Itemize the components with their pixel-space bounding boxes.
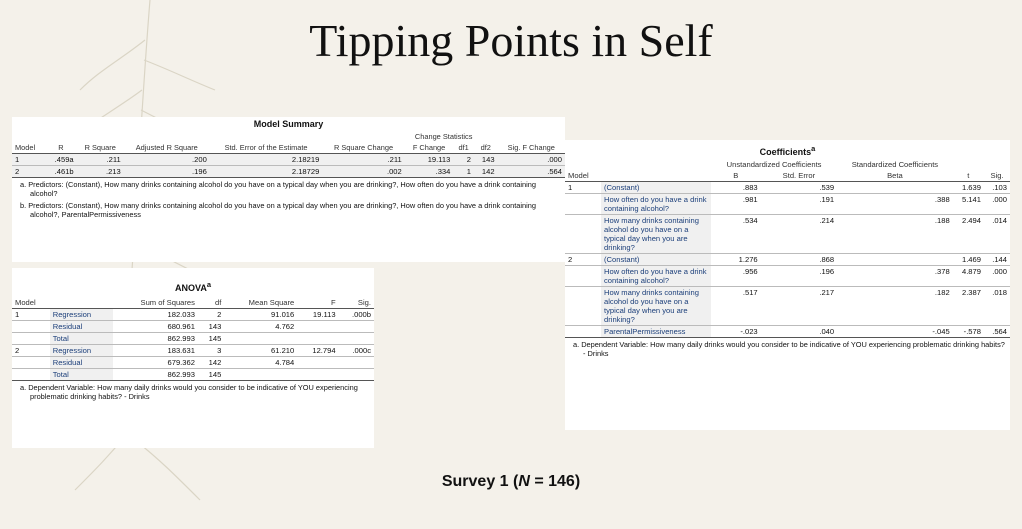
- column-header: Std. Error of the Estimate: [224, 143, 308, 152]
- coefficients-caption: [565, 140, 1010, 159]
- footnote: b. Predictors: (Constant), How many drinks containing alcohol do you have on a typical day when you are drinking?, How often do you have a drink containing alcohol?, ParentalPermissiveness: [20, 200, 536, 219]
- column-header: [601, 170, 711, 182]
- column-header: Model: [568, 171, 589, 180]
- table-cell: .103: [984, 182, 1010, 194]
- table-cell: 145: [198, 333, 224, 345]
- table-cell: 1: [453, 166, 474, 178]
- table-cell: 862.993: [113, 333, 198, 345]
- table-cell: 142: [474, 166, 498, 178]
- table-cell: .517: [711, 287, 761, 326]
- table-cell: [12, 357, 50, 369]
- table-cell: .182: [837, 287, 953, 326]
- column-header: Sig.: [990, 171, 1004, 180]
- table-row: [565, 287, 1010, 326]
- table-row: [12, 309, 374, 321]
- table-row: [565, 326, 1010, 338]
- table-cell: 143: [474, 154, 498, 166]
- table-cell: [224, 333, 297, 345]
- column-header: t: [967, 171, 970, 180]
- table-cell: .564: [498, 166, 565, 178]
- table-cell: .388: [837, 194, 953, 215]
- table-cell: .000b: [339, 309, 374, 321]
- table-cell: How often do you have a drink containing alcohol?: [601, 266, 711, 287]
- table-cell: .014: [984, 215, 1010, 254]
- table-cell: [837, 182, 953, 194]
- table-cell: 2: [12, 345, 50, 357]
- table-cell: .378: [837, 266, 953, 287]
- table-row: [12, 369, 374, 381]
- table-cell: Regression: [50, 345, 113, 357]
- table-cell: .459a: [45, 154, 77, 166]
- table-cell: Total: [50, 369, 113, 381]
- table-cell: 1: [12, 309, 50, 321]
- table-cell: 2: [198, 309, 224, 321]
- table-cell: 4.784: [224, 357, 297, 369]
- table-cell: .334: [405, 166, 454, 178]
- column-header: df1: [458, 143, 469, 152]
- table-cell: .534: [711, 215, 761, 254]
- table-cell: (Constant): [601, 254, 711, 266]
- table-cell: .211: [77, 154, 124, 166]
- table-cell: 145: [198, 369, 224, 381]
- table-cell: .883: [711, 182, 761, 194]
- column-header: R Square Change: [333, 143, 394, 152]
- table-cell: [297, 321, 338, 333]
- table-cell: 1.469: [953, 254, 984, 266]
- table-cell: .217: [761, 287, 837, 326]
- table-cell: [12, 333, 50, 345]
- table-cell: 2: [565, 254, 601, 266]
- model-summary-table: [12, 131, 565, 178]
- table-cell: 680.961: [113, 321, 198, 333]
- table-cell: Total: [50, 333, 113, 345]
- change-statistics-header: Change Statistics: [414, 132, 473, 141]
- table-cell: 2: [453, 154, 474, 166]
- table-cell: .539: [761, 182, 837, 194]
- table-cell: .213: [77, 166, 124, 178]
- table-cell: 679.362: [113, 357, 198, 369]
- table-row: [565, 215, 1010, 254]
- column-header: Std. Error: [782, 171, 816, 180]
- table-cell: 1.276: [711, 254, 761, 266]
- column-header: Sig.: [357, 298, 371, 307]
- footnote: a. Dependent Variable: How many daily drinks would you consider to be indicative of YOU experiencing problematic drinking habits? - Drinks: [20, 383, 358, 402]
- anova-caption-text: ANOVA: [174, 283, 207, 293]
- coefficients-panel: [565, 140, 1010, 430]
- table-cell: How many drinks containing alcohol do you have on a typical day when you are drinking?: [601, 287, 711, 326]
- table-cell: How many drinks containing alcohol do you have on a typical day when you are drinking?: [601, 215, 711, 254]
- table-cell: 12.794: [297, 345, 338, 357]
- table-cell: .002: [322, 166, 404, 178]
- table-cell: .196: [124, 166, 210, 178]
- table-cell: (Constant): [601, 182, 711, 194]
- table-cell: .191: [761, 194, 837, 215]
- table-cell: 2.18219: [210, 154, 323, 166]
- table-cell: [224, 369, 297, 381]
- anova-caption: [12, 268, 374, 297]
- table-cell: .981: [711, 194, 761, 215]
- model-summary-caption: Model Summary: [253, 119, 324, 129]
- column-header: Beta: [887, 171, 903, 180]
- table-cell: Residual: [50, 357, 113, 369]
- table-cell: Residual: [50, 321, 113, 333]
- table-cell: How often do you have a drink containing alcohol?: [601, 194, 711, 215]
- table-cell: .000: [498, 154, 565, 166]
- table-cell: 2: [12, 166, 45, 178]
- column-header: B: [733, 171, 739, 180]
- table-cell: 2.18729: [210, 166, 323, 178]
- table-row: [12, 321, 374, 333]
- table-cell: ParentalPermissiveness: [601, 326, 711, 338]
- column-header: F: [330, 298, 336, 307]
- table-cell: 183.631: [113, 345, 198, 357]
- table-cell: 1: [565, 182, 601, 194]
- survey-caption: [0, 473, 1022, 491]
- table-row: [12, 357, 374, 369]
- table-cell: .144: [984, 254, 1010, 266]
- table-cell: [339, 357, 374, 369]
- footnote: a. Predictors: (Constant), How many drinks containing alcohol do you have on a typical day when you are drinking?, How often do you have a drink containing alcohol?: [20, 180, 536, 199]
- table-cell: [297, 369, 338, 381]
- table-cell: .211: [322, 154, 404, 166]
- table-cell: 142: [198, 357, 224, 369]
- table-cell: 91.016: [224, 309, 297, 321]
- table-cell: 61.210: [224, 345, 297, 357]
- table-cell: .000c: [339, 345, 374, 357]
- table-cell: 143: [198, 321, 224, 333]
- table-cell: 19.113: [297, 309, 338, 321]
- table-row: [12, 154, 565, 166]
- table-row: [12, 333, 374, 345]
- table-cell: 2.494: [953, 215, 984, 254]
- table-cell: [565, 266, 601, 287]
- table-cell: [339, 321, 374, 333]
- standardized-header: Standardized Coefficients: [851, 160, 939, 169]
- coefficients-caption-sup: a: [811, 144, 816, 153]
- table-cell: 1: [12, 154, 45, 166]
- survey-caption-n: N: [518, 473, 530, 490]
- table-cell: 2.387: [953, 287, 984, 326]
- table-cell: [565, 326, 601, 338]
- table-cell: .214: [761, 215, 837, 254]
- table-cell: [339, 369, 374, 381]
- table-cell: 3: [198, 345, 224, 357]
- table-cell: 19.113: [405, 154, 454, 166]
- column-header: Model: [15, 298, 36, 307]
- table-cell: 862.993: [113, 369, 198, 381]
- column-header: R Square: [84, 143, 116, 152]
- column-header: Adjusted R Square: [135, 143, 198, 152]
- table-cell: .868: [761, 254, 837, 266]
- model-summary-panel: [12, 117, 565, 262]
- table-cell: 1.639: [953, 182, 984, 194]
- table-cell: Regression: [50, 309, 113, 321]
- table-cell: -.023: [711, 326, 761, 338]
- table-cell: [837, 254, 953, 266]
- table-cell: [565, 194, 601, 215]
- table-cell: .461b: [45, 166, 77, 178]
- table-row: [565, 266, 1010, 287]
- column-header: df: [215, 298, 222, 307]
- table-cell: 5.141: [953, 194, 984, 215]
- table-cell: .000: [984, 266, 1010, 287]
- table-cell: [12, 369, 50, 381]
- table-cell: .196: [761, 266, 837, 287]
- table-cell: [297, 357, 338, 369]
- column-header: Sum of Squares: [140, 298, 195, 307]
- table-cell: 4.879: [953, 266, 984, 287]
- table-row: [565, 194, 1010, 215]
- table-row: [565, 182, 1010, 194]
- survey-caption-prefix: Survey 1 (: [441, 473, 519, 490]
- table-row: [12, 345, 374, 357]
- leaf-decoration: [40, 0, 240, 529]
- column-header: df2: [480, 143, 491, 152]
- table-cell: .200: [124, 154, 210, 166]
- table-cell: [297, 333, 338, 345]
- column-header: R: [58, 143, 64, 152]
- table-cell: [339, 333, 374, 345]
- table-cell: [565, 215, 601, 254]
- table-cell: 4.762: [224, 321, 297, 333]
- table-cell: 182.033: [113, 309, 198, 321]
- footnote: a. Dependent Variable: How many daily drinks would you consider to be indicative of YOU experiencing problematic drinking habits? - Drinks: [573, 340, 1005, 359]
- table-cell: [565, 287, 601, 326]
- survey-caption-suffix: = 146): [529, 473, 581, 490]
- table-row: [12, 166, 565, 178]
- coefficients-table: [565, 159, 1010, 338]
- table-cell: -.578: [953, 326, 984, 338]
- unstandardized-header: Unstandardized Coefficients: [726, 160, 822, 169]
- table-cell: -.045: [837, 326, 953, 338]
- table-cell: [12, 321, 50, 333]
- table-cell: .564: [984, 326, 1010, 338]
- slide-title: Tipping Points in Self: [309, 15, 713, 66]
- table-cell: .956: [711, 266, 761, 287]
- column-header: Mean Square: [248, 298, 295, 307]
- anova-caption-sup: a: [206, 280, 211, 289]
- table-cell: .000: [984, 194, 1010, 215]
- column-header: Model: [15, 143, 36, 152]
- table-cell: .188: [837, 215, 953, 254]
- anova-panel: [12, 268, 374, 448]
- coefficients-caption-text: Coefficients: [759, 147, 812, 157]
- table-row: [565, 254, 1010, 266]
- table-cell: .040: [761, 326, 837, 338]
- table-cell: .018: [984, 287, 1010, 326]
- column-header: F Change: [412, 143, 446, 152]
- column-header: [50, 297, 113, 309]
- column-header: Sig. F Change: [507, 143, 555, 152]
- anova-table: [12, 297, 374, 381]
